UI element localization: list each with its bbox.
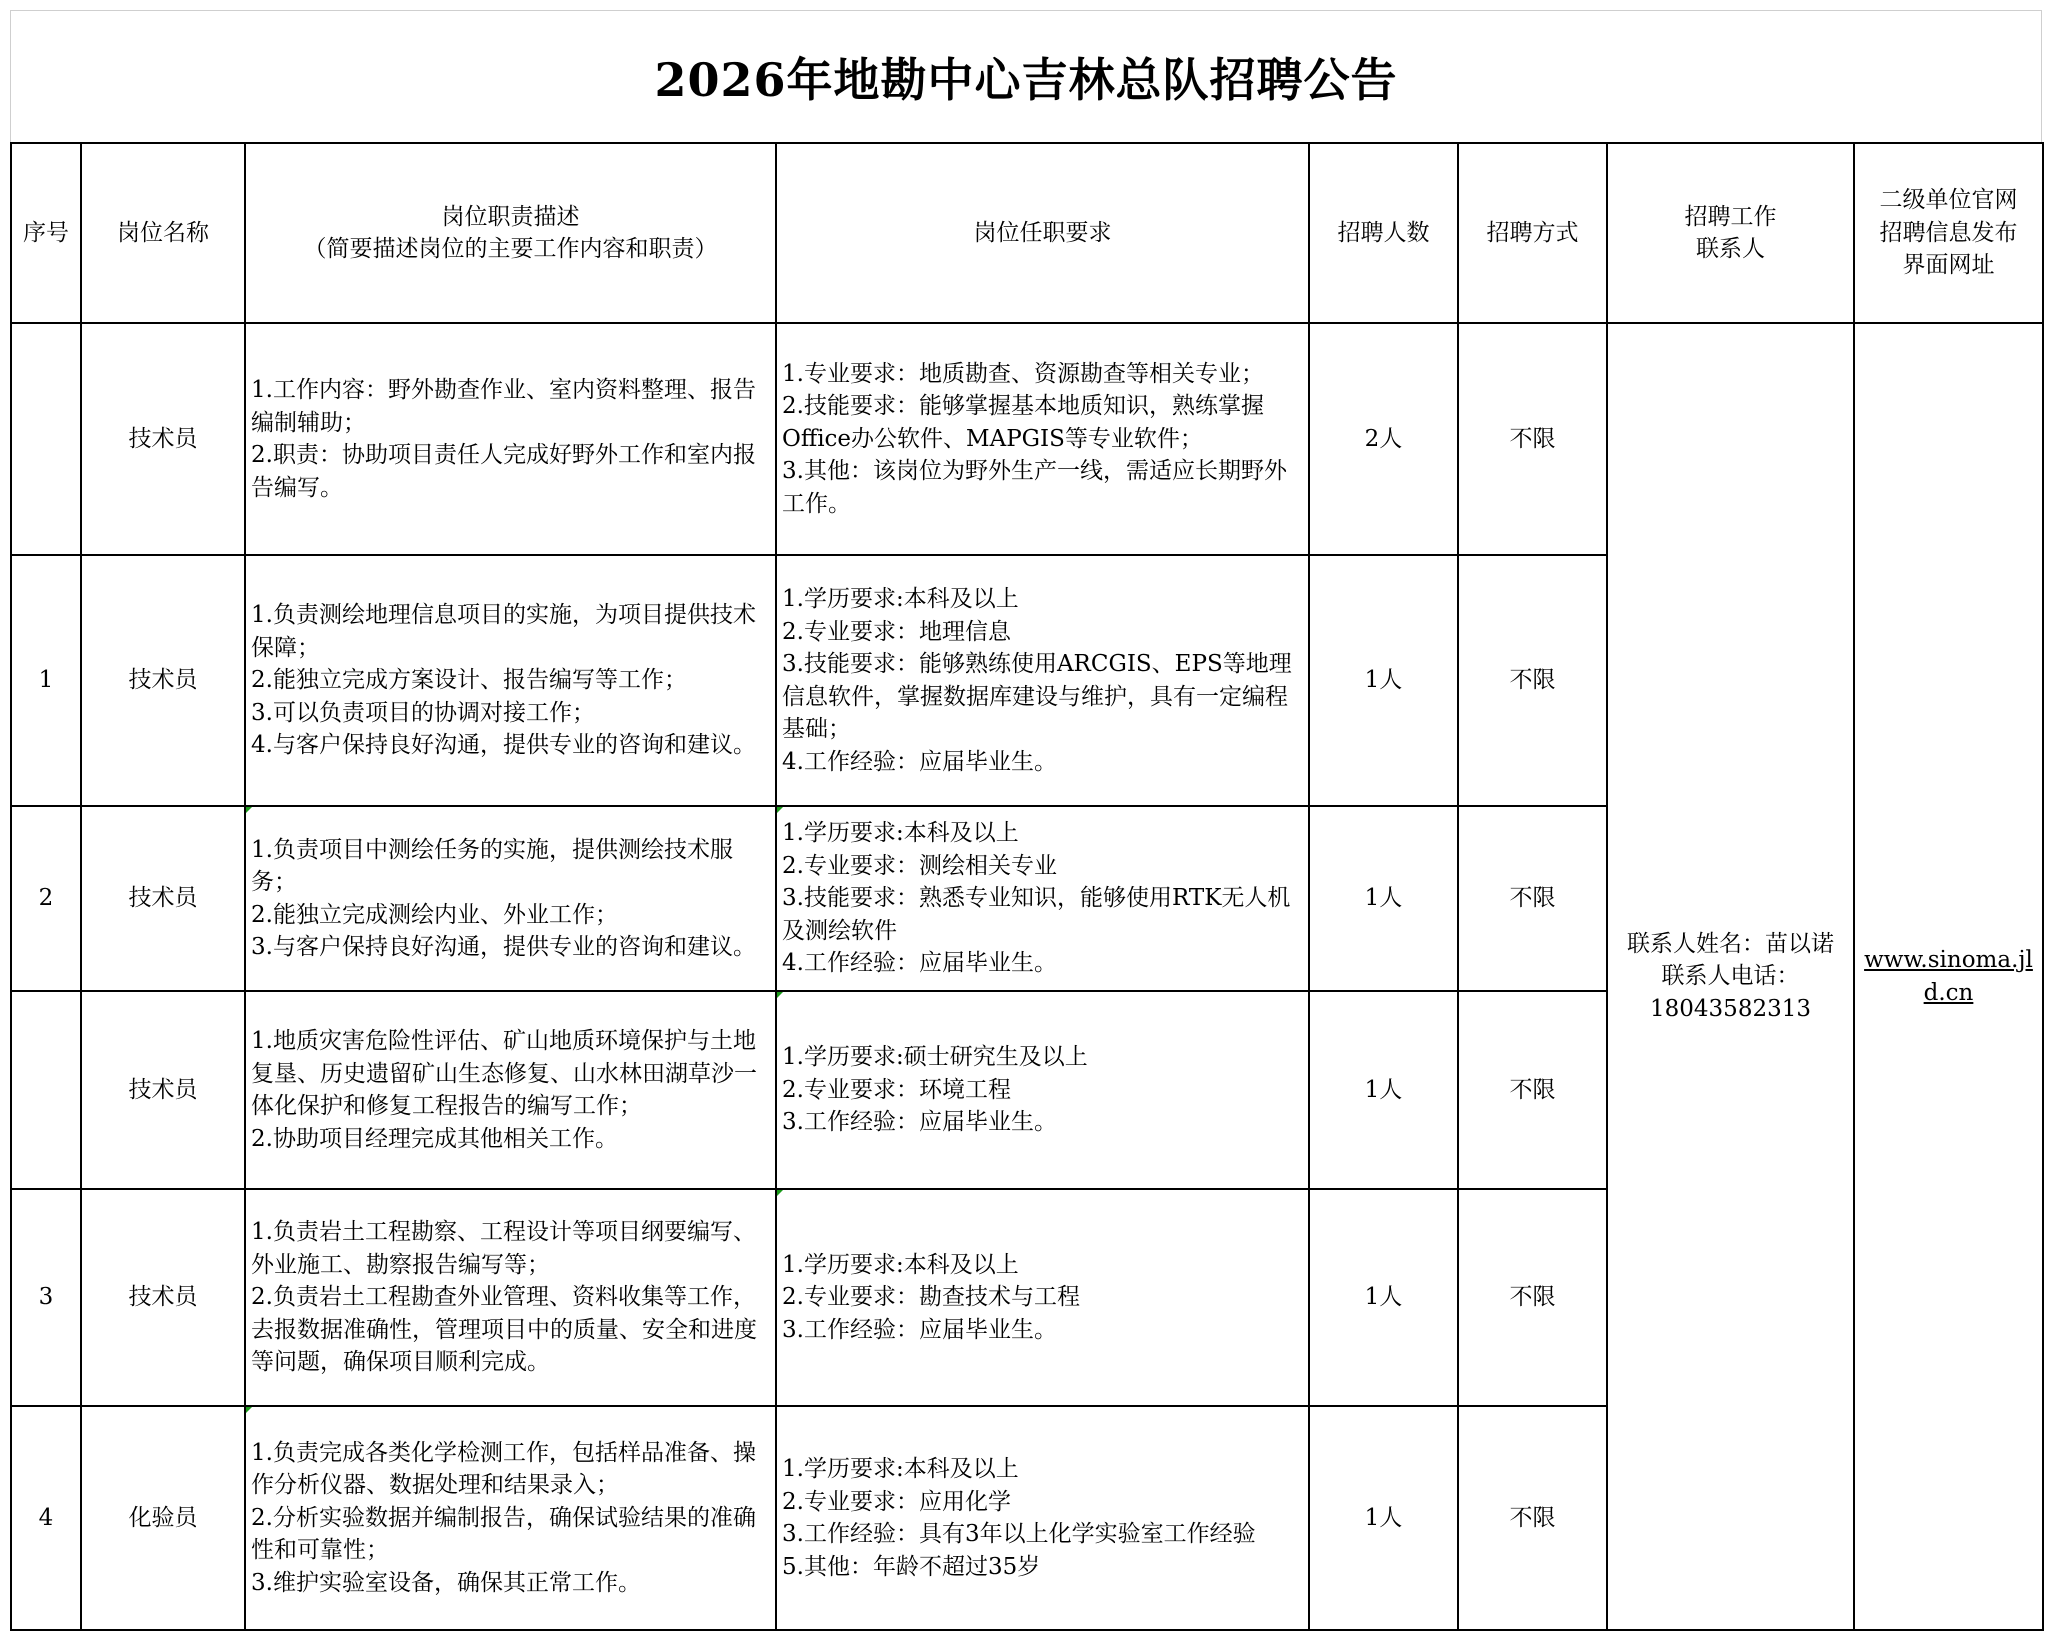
requirement-item: 1.学历要求:本科及以上 <box>782 1251 1019 1278</box>
table-row <box>11 323 2043 555</box>
header-seq: 序号 <box>11 143 81 323</box>
duty-item: 3.维护实验室设备，确保其正常工作。 <box>251 1569 641 1596</box>
duty-item: 1.工作内容：野外勘查作业、室内资料整理、报告编制辅助； <box>251 377 756 436</box>
header-row <box>11 143 2043 323</box>
row-method: 不限 <box>1458 1406 1607 1630</box>
row-duties <box>245 555 776 806</box>
header-website <box>1854 143 2043 323</box>
row-seq: 3 <box>11 1189 81 1406</box>
duty-item: 2.能独立完成方案设计、报告编写等工作； <box>251 667 687 694</box>
row-duties <box>245 991 776 1189</box>
recruitment-sheet <box>10 10 2042 1631</box>
duty-item: 2.分析实验数据并编制报告，确保试验结果的准确性和可靠性； <box>251 1504 756 1564</box>
header-method: 招聘方式 <box>1458 143 1607 323</box>
row-count: 1人 <box>1309 806 1458 991</box>
header-position: 岗位名称 <box>81 143 245 323</box>
row-position: 化验员 <box>81 1406 245 1630</box>
header-website-line1: 二级单位官网 <box>1879 187 2018 214</box>
row-method: 不限 <box>1458 1189 1607 1406</box>
duty-item: 1.负责项目中测绘任务的实施，提供测绘技术服务； <box>251 836 733 895</box>
header-website-line3: 界面网址 <box>1902 252 1995 279</box>
requirement-item: 3.其他：该岗位为野外生产一线，需适应长期野外工作。 <box>782 458 1287 517</box>
duty-item: 2.能独立完成测绘内业、外业工作； <box>251 901 618 928</box>
row-method: 不限 <box>1458 323 1607 555</box>
requirement-item: 1.学历要求:本科及以上 <box>782 586 1019 612</box>
row-requirements <box>776 555 1309 806</box>
duty-item: 2.负责岩土工程勘查外业管理、资料收集等工作，去报数据准确性，管理项目中的质量、安全和进度等问题，确保项目顺利完成。 <box>251 1284 757 1376</box>
row-seq <box>11 323 81 555</box>
row-requirements <box>776 1406 1309 1630</box>
requirement-item: 5.其他：年龄不超过35岁 <box>782 1553 1041 1580</box>
row-seq: 1 <box>11 555 81 806</box>
requirement-item: 1.专业要求：地质勘查、资源勘查等相关专业； <box>782 360 1264 387</box>
title-bar <box>10 10 2042 142</box>
requirement-item: 2.专业要求：测绘相关专业 <box>782 852 1057 879</box>
row-method: 不限 <box>1458 806 1607 991</box>
row-position: 技术员 <box>81 991 245 1189</box>
requirement-item: 3.工作经验：应届毕业生。 <box>782 1109 1057 1136</box>
requirement-item: 3.技能要求：熟悉专业知识，能够使用RTK无人机及测绘软件 <box>782 885 1291 944</box>
row-requirements <box>776 323 1309 555</box>
duty-item: 4.与客户保持良好沟通，提供专业的咨询和建议。 <box>251 732 756 759</box>
website-link[interactable]: www.sinoma.jld.cn <box>1864 947 2033 1006</box>
duty-item: 1.负责完成各类化学检测工作，包括样品准备、操作分析仪器、数据处理和结果录入； <box>251 1439 756 1499</box>
row-method: 不限 <box>1458 555 1607 806</box>
requirement-item: 4.工作经验：应届毕业生。 <box>782 950 1057 977</box>
row-requirements <box>776 1189 1309 1406</box>
row-duties <box>245 1406 776 1630</box>
row-position: 技术员 <box>81 806 245 991</box>
contact-phone: 18043582313 <box>1650 995 1811 1022</box>
requirement-item: 2.专业要求：应用化学 <box>782 1488 1011 1515</box>
row-position: 技术员 <box>81 1189 245 1406</box>
row-count: 1人 <box>1309 1189 1458 1406</box>
requirement-item: 1.学历要求:本科及以上 <box>782 1456 1019 1482</box>
row-seq: 4 <box>11 1406 81 1630</box>
duty-item: 1.负责岩土工程勘察、工程设计等项目纲要编写、外业施工、勘察报告编写等； <box>251 1219 756 1278</box>
page-title: 2026年地勘中心吉林总队招聘公告 <box>654 52 1398 107</box>
duty-item: 1.地质灾害危险性评估、矿山地质环境保护与土地复垦、历史遗留矿山生态修复、山水林田湖草沙一体化保护和修复工程报告的编写工作； <box>251 1028 757 1119</box>
contact-phone-label: 联系人电话： <box>1661 963 1800 990</box>
row-duties <box>245 323 776 555</box>
header-contact <box>1607 143 1854 323</box>
contact-name: 联系人姓名：苗以诺 <box>1627 930 1834 957</box>
header-contact-line1: 招聘工作 <box>1684 203 1777 230</box>
duty-item: 2.协助项目经理完成其他相关工作。 <box>251 1125 618 1152</box>
row-seq: 2 <box>11 806 81 991</box>
row-count: 1人 <box>1309 1406 1458 1630</box>
header-duties-line2: （简要描述岗位的主要工作内容和职责） <box>303 236 718 262</box>
website-cell <box>1854 323 2043 1630</box>
header-duties-line1: 岗位职责描述 <box>441 203 580 230</box>
duty-item: 3.与客户保持良好沟通，提供专业的咨询和建议。 <box>251 934 756 960</box>
requirement-item: 3.工作经验：应届毕业生。 <box>782 1316 1057 1343</box>
requirement-item: 2.专业要求：环境工程 <box>782 1076 1011 1103</box>
requirement-item: 3.工作经验：具有3年以上化学实验室工作经验 <box>782 1521 1256 1547</box>
requirement-item: 2.专业要求：地理信息 <box>782 618 1011 645</box>
duty-item: 2.职责：协助项目责任人完成好野外工作和室内报告编写。 <box>251 442 756 501</box>
requirement-item: 2.专业要求：勘查技术与工程 <box>782 1284 1080 1311</box>
requirement-item: 1.学历要求:本科及以上 <box>782 820 1019 847</box>
row-duties <box>245 806 776 991</box>
row-requirements <box>776 991 1309 1189</box>
contact-cell <box>1607 323 1854 1630</box>
row-count: 1人 <box>1309 555 1458 806</box>
row-seq <box>11 991 81 1189</box>
requirement-item: 2.技能要求：能够掌握基本地质知识，熟练掌握Office办公软件、MAPGIS等专业软件； <box>782 393 1264 452</box>
row-method: 不限 <box>1458 991 1607 1189</box>
header-contact-line2: 联系人 <box>1696 236 1765 262</box>
header-count: 招聘人数 <box>1309 143 1458 323</box>
recruitment-table <box>10 142 2044 1631</box>
duty-item: 1.负责测绘地理信息项目的实施，为项目提供技术保障； <box>251 602 756 661</box>
row-requirements <box>776 806 1309 991</box>
header-requirements: 岗位任职要求 <box>776 143 1309 323</box>
requirement-item: 1.学历要求:硕士研究生及以上 <box>782 1044 1088 1071</box>
row-position: 技术员 <box>81 323 245 555</box>
duty-item: 3.可以负责项目的协调对接工作； <box>251 699 595 726</box>
row-duties <box>245 1189 776 1406</box>
header-duties <box>245 143 776 323</box>
requirement-item: 4.工作经验：应届毕业生。 <box>782 748 1057 775</box>
row-position: 技术员 <box>81 555 245 806</box>
requirement-item: 3.技能要求：能够熟练使用ARCGIS、EPS等地理信息软件，掌握数据库建设与维护，具有一定编程基础； <box>782 651 1292 742</box>
header-website-line2: 招聘信息发布 <box>1879 219 2018 246</box>
row-count: 1人 <box>1309 991 1458 1189</box>
row-count: 2人 <box>1309 323 1458 555</box>
